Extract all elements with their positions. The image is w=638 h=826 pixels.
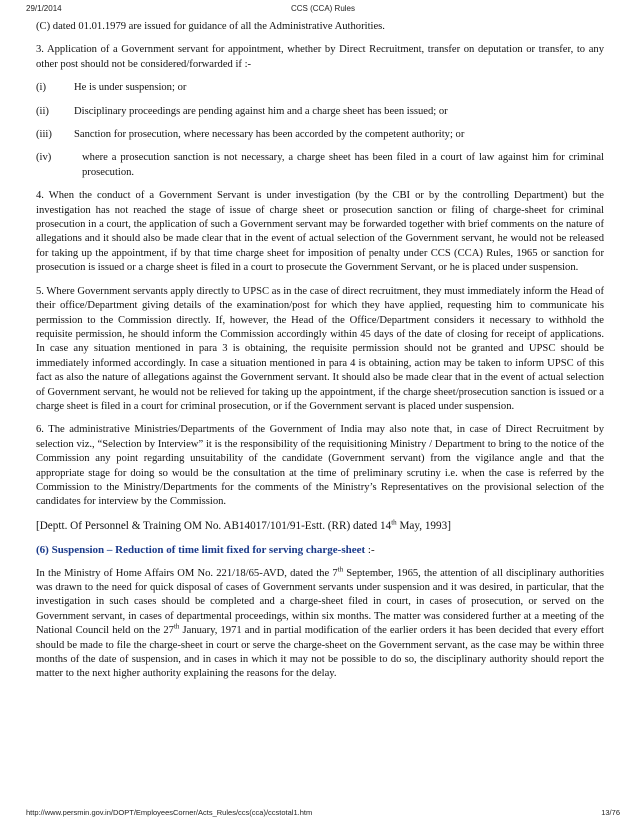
list-number: (iii) bbox=[36, 129, 52, 141]
document-body bbox=[36, 20, 604, 682]
citation-text: [Deptt. Of Personnel & Training OM No. AB14017/101/91-Estt. (RR) dated 14 bbox=[36, 519, 392, 532]
print-date: 29/1/2014 bbox=[26, 4, 62, 13]
page-number: 13/76 bbox=[601, 808, 620, 817]
citation bbox=[36, 519, 604, 533]
paragraph-7 bbox=[36, 567, 604, 682]
paragraph-7-part-a: In the Ministry of Home Affairs OM No. 221/18/65-AVD, dated the 7 bbox=[36, 567, 338, 579]
superscript: th bbox=[173, 622, 180, 631]
paragraph-7-part-c: January, 1971 and in partial modification of the earlier orders it has been decided that every effort should be made to file the charge-sheet in court or serve the charge-sheet on the Government servant, as the case may be within three months of the date of suspension, and in cases in which it may not be possible to do so, the disciplinary authority should report the matter to the next higher authority explaining the reasons for the delay. bbox=[36, 625, 605, 680]
print-footer bbox=[26, 808, 620, 820]
citation-superscript: th bbox=[391, 518, 397, 527]
print-header bbox=[26, 4, 620, 16]
section-heading-text: (6) Suspension – Reduction of time limit fixed for serving charge-sheet bbox=[36, 544, 366, 557]
paragraph-4: 4. When the conduct of a Government Servant is under investigation (by the CBI or by the controlling Department) but the investigation has not reached the stage of issue of charge sheet or prosecution sanction or filing of charge-sheet for criminal prosecution in a court, the application of such a Government servant may be forwarded together with brief comments on the nature of allegations and it should also be made clear that in the event of actual selection of the Government servant, he would not be released for taking up the appointment, if by that time charge sheet for imposition of penalty under CCS (CCA) Rules, 1965 or sanction for prosecution is issued or a charge sheet is filed in a court to prosecute the Government Servant, or he is placed under suspension. bbox=[36, 190, 604, 274]
list-item bbox=[36, 151, 604, 180]
list-text: Sanction for prosecution, where necessary has been accorded by the competent authority; or bbox=[74, 129, 465, 141]
section-heading-tail: :- bbox=[365, 544, 375, 557]
list-item bbox=[36, 128, 604, 142]
list-number: (i) bbox=[36, 82, 46, 94]
paragraph-6: 6. The administrative Ministries/Departments of the Government of India may also note that, in case of Direct Recruitment by selection viz., “Selection by Interview” it is the responsibility of the requisitioning Ministry / Department to bring to the notice of the Commission any point regarding unsuitability of the candidate (Government servant) from the vigilance angle and that the appropriate stage for doing so would be the consultation at the time of preliminary scrutiny i.e. when the case is referred by the Commission to the Ministry/Departments for the comments of the Ministry’s Representatives on the provisional selection of the candidates for interview by the Commission. bbox=[36, 424, 604, 508]
citation-end: May, 1993] bbox=[396, 519, 451, 532]
list-text: He is under suspension; or bbox=[74, 82, 187, 94]
paragraph-intro: (C) dated 01.01.1979 are issued for guidance of all the Administrative Authorities. bbox=[36, 21, 385, 32]
list-text: where a prosecution sanction is not necessary, a charge sheet has been filed in a court of law against him for criminal prosecution. bbox=[82, 152, 604, 178]
paragraph-5: 5. Where Government servants apply directly to UPSC as in the case of direct recruitment, they must immediately inform the Head of their office/Department giving details of the examination/post for which they have applied, requesting him to communicate his permission to the Commission directly. If, however, the Head of the Office/Department considers it necessary to withhold the requisite permission, he should inform the Commission accordingly within 45 days of the date of closing for receipt of applications. In case any situation mentioned in para 3 is obtaining, the requisite permission should not be granted and UPSC should be immediately informed accordingly. In case a situation mentioned in para 4 is obtaining, action may be taken to inform UPSC of this fact as also the nature of allegations against the Government servant. It should also be made clear that in the event of actual selection of Government servant, he would not be relieved for taking up the appointment, if the charge sheet/prosecution sanction is issued or a charge sheet is filed in a court for criminal prosecution, or if the Government servant is placed under suspension. bbox=[36, 285, 604, 412]
list-item bbox=[36, 81, 604, 95]
list-text: Disciplinary proceedings are pending against him and a charge sheet has been issued; or bbox=[74, 105, 448, 117]
page-url: http://www.persmin.gov.in/DOPT/EmployeesCorner/Acts_Rules/ccs(cca)/ccstotal1.htm bbox=[26, 808, 313, 817]
paragraph-7-part-b: September, 1965, the attention of all disciplinary authorities was drawn to the need for quick disposal of cases of Government servants under suspension and it was desired, in particular, that the investigation in such cases should be completed and a charge-sheet filed in court, in cases of prosecution, or served on the Government servant, in cases of departmental proceedings, within six months. The matter was considered further at a meeting of the National Council held on the 27 bbox=[36, 567, 604, 637]
section-heading bbox=[36, 543, 604, 557]
print-title: CCS (CCA) Rules bbox=[290, 4, 355, 13]
paragraph-3: 3. Application of a Government servant for appointment, whether by Direct Recruitment, transfer on deputation or transfer, to any other post should not be considered/forwarded if :- bbox=[36, 44, 604, 70]
list-number: (iv) bbox=[36, 152, 52, 164]
list-item bbox=[36, 105, 604, 119]
list-number: (ii) bbox=[36, 105, 49, 117]
superscript: th bbox=[337, 565, 344, 574]
